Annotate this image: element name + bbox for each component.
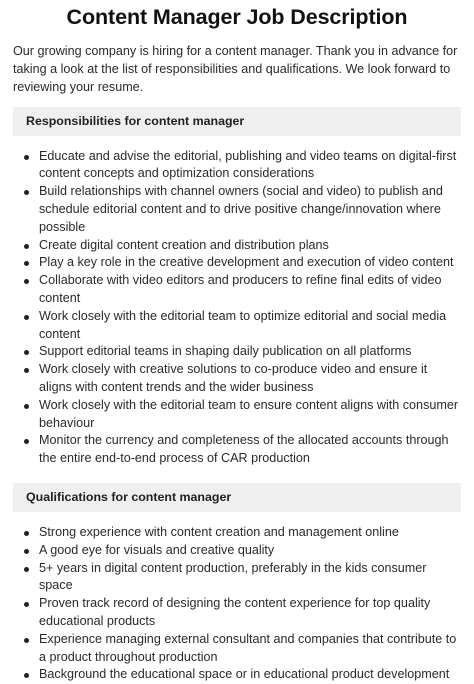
bullet-icon (24, 404, 29, 409)
bullet-icon (24, 531, 29, 536)
list-item (39, 432, 461, 468)
list-item-text: Background the educational space or in educational product development (39, 667, 450, 682)
bullet-icon (24, 602, 29, 607)
list-item-text: Support editorial teams in shaping daily publication on all platforms (39, 344, 412, 359)
bullet-icon (24, 190, 29, 195)
responsibilities-heading: Responsibilities for content manager (13, 107, 461, 136)
bullet-icon (24, 439, 29, 444)
bullet-icon (24, 261, 29, 266)
list-item (39, 148, 461, 184)
bullet-icon (24, 155, 29, 160)
list-item-text: Experience managing external consultant and companies that contribute to a product throughout production (39, 631, 457, 664)
page-title: Content Manager Job Description (66, 5, 408, 29)
list-item (39, 542, 461, 560)
bullet-icon (24, 549, 29, 554)
qualifications-heading: Qualifications for content manager (13, 483, 461, 512)
list-item (39, 272, 461, 308)
responsibilities-list (13, 148, 461, 468)
list-item (39, 361, 461, 397)
list-item-text: 5+ years in digital content production, preferably in the kids consumer space (39, 560, 427, 593)
list-item (39, 666, 461, 684)
list-item-text: Proven track record of designing the content experience for top quality educational products (39, 596, 431, 628)
bullet-icon (24, 567, 29, 572)
bullet-icon (24, 368, 29, 373)
bullet-icon (24, 279, 29, 284)
list-item (39, 254, 461, 272)
list-item (39, 397, 461, 433)
list-item-text: Create digital content creation and distribution plans (39, 237, 329, 252)
list-item (39, 524, 461, 542)
bullet-icon (24, 244, 29, 249)
list-item-text: Collaborate with video editors and producers to refine final edits of video content (39, 273, 442, 305)
qualifications-list (13, 524, 461, 684)
list-item (39, 343, 461, 361)
list-item-text: Strong experience with content creation and management online (39, 524, 399, 539)
list-item (39, 308, 461, 344)
list-item (39, 237, 461, 255)
list-item-text: Work closely with creative solutions to co-produce video and ensure it aligns with content trends and the wider business (39, 362, 428, 394)
intro-paragraph: Our growing company is hiring for a content manager. Thank you in advance for taking a look at the list of responsibilities and qualifications. We look forward to reviewing your resume. (13, 44, 458, 95)
bullet-icon (24, 638, 29, 643)
bullet-icon (24, 315, 29, 320)
list-item-text: Play a key role in the creative development and execution of video content (39, 255, 454, 270)
list-item-text: Monitor the currency and completeness of the allocated accounts through the entire end-to-end process of CAR production (39, 433, 449, 466)
bullet-icon (24, 350, 29, 355)
list-item (39, 560, 461, 596)
list-item-text: Educate and advise the editorial, publishing and video teams on digital-first content concepts and optimization considerations (39, 148, 457, 181)
list-item (39, 183, 461, 236)
list-item (39, 631, 461, 667)
list-item (39, 595, 461, 631)
list-item-text: Work closely with the editorial team to optimize editorial and social media content (39, 308, 447, 341)
list-item-text: A good eye for visuals and creative quality (39, 542, 275, 557)
list-item-text: Work closely with the editorial team to ensure content aligns with consumer behaviour (39, 397, 459, 430)
list-item-text: Build relationships with channel owners (social and video) to publish and schedule editorial content and to drive positive change/innovation where possible (39, 184, 443, 234)
